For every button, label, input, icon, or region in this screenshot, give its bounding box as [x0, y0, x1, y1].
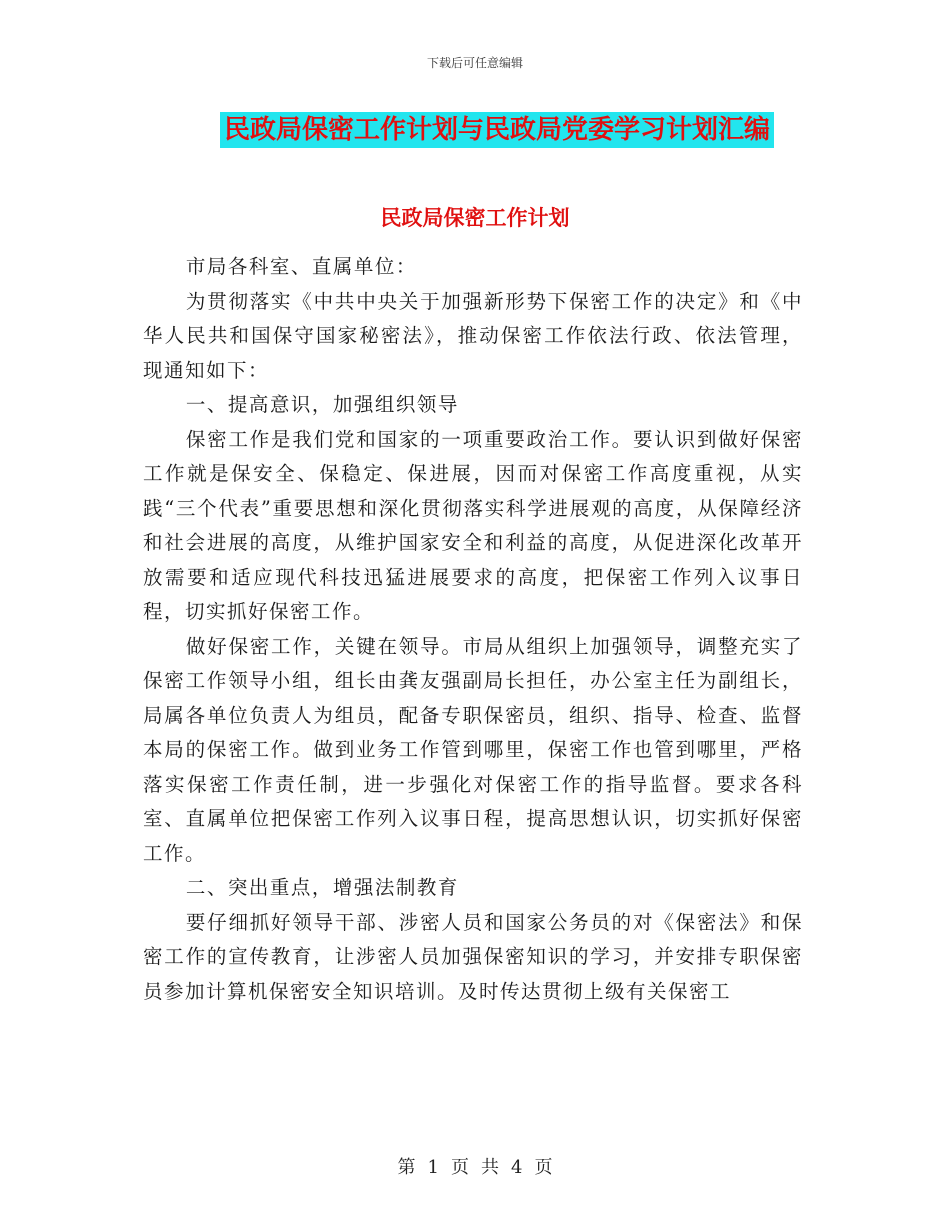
page-header-note: 下载后可任意编辑	[426, 56, 523, 70]
page-number-total: 4	[511, 1157, 523, 1178]
paragraph: 做好保密工作，关键在领导。市局从组织上加强领导，调整充实了保密工作领导小组，组长由龚友强副局长担任，办公室主任为副组长，局属各单位负责人为组员，配备专职保密员，组织、指导、检查、监督本局的保密工作。做到业务工作管到哪里，保密工作也管到哪里，严格落实保密工作责任制，进一步强化对保密工作的指导监督。要求各科室、直属单位把保密工作列入议事日程，提高思想认识，切实抓好保密工作。	[143, 634, 803, 865]
page-number-current: 1	[427, 1157, 439, 1178]
paragraph-salutation: 市局各科室、直属单位：	[185, 255, 417, 278]
page-label: 共	[481, 1157, 499, 1178]
heading-section-2: 二、突出重点，增强法制教育	[185, 876, 459, 899]
heading-section-1: 一、提高意识，加强组织领导	[185, 393, 459, 416]
page-label: 第	[397, 1157, 416, 1178]
document-body	[143, 250, 803, 1009]
paragraph: 保密工作是我们党和国家的一项重要政治工作。要认识到做好保密工作就是保安全、保稳定、保进展，因而对保密工作高度重视，从实践“三个代表”重要思想和深化贯彻落实科学进展观的高度，从保障经济和社会进展的高度，从维护国家安全和利益的高度，从促进深化改革开放需要和适应现代科技迅猛进展要求的高度，把保密工作列入议事日程，切实抓好保密工作。	[143, 427, 803, 623]
page-label: 页	[534, 1157, 553, 1178]
document-title: 民政局保密工作计划与民政局党委学习计划汇编	[220, 112, 774, 148]
section-title: 民政局保密工作计划	[380, 205, 570, 230]
page-footer	[0, 1153, 950, 1179]
paragraph: 要仔细抓好领导干部、涉密人员和国家公务员的对《保密法》和保密工作的宣传教育，让涉密人员加强保密知识的学习，并安排专职保密员参加计算机保密安全知识培训。及时传达贯彻上级有关保密工	[143, 910, 803, 1003]
page-label: 页	[451, 1157, 469, 1178]
paragraph-intro: 为贯彻落实《中共中央关于加强新形势下保密工作的决定》和《中华人民共和国保守国家秘密法》，推动保密工作依法行政、依法管理，现通知如下：	[143, 289, 803, 382]
